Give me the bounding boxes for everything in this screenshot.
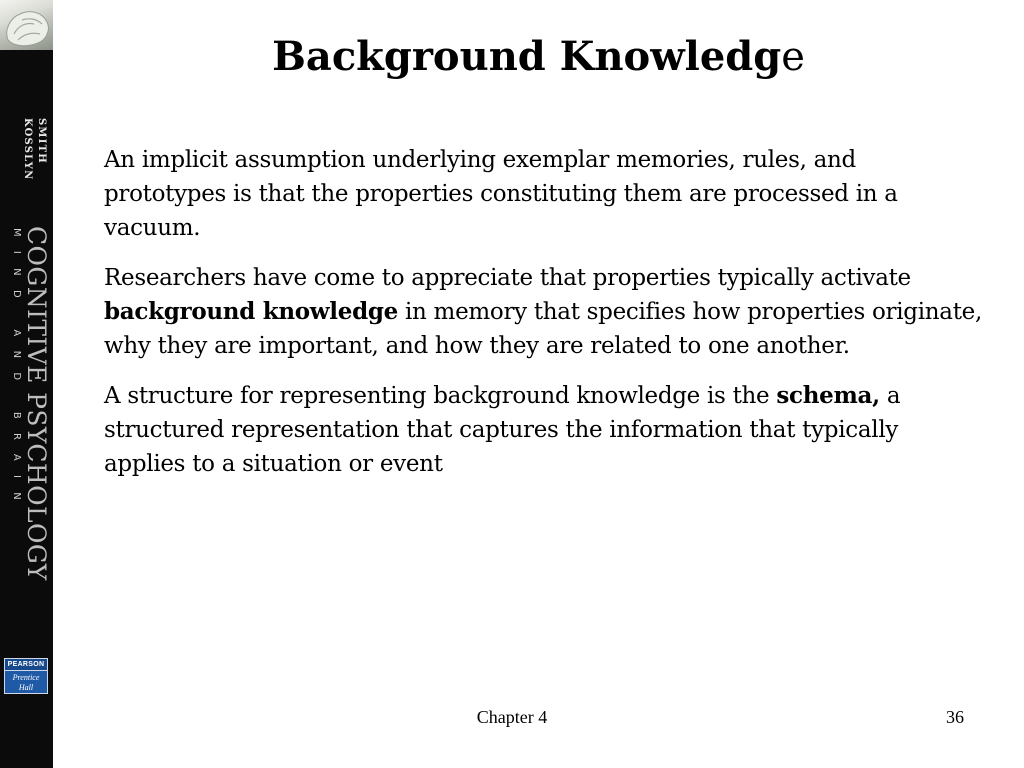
- book-title: COGNITIVE PSYCHOLOGY: [22, 226, 51, 581]
- cover-art-thumbnail: [0, 0, 53, 50]
- spine-authors: [2, 118, 48, 204]
- publisher-logo: [4, 658, 48, 694]
- slide-title-main: Background Knowledg: [272, 33, 782, 80]
- book-subtitle: MIND AND BRAIN: [11, 228, 22, 515]
- body-paragraph: [104, 379, 984, 481]
- paragraph-text: in memory that specifies how properties originate, why they are important, and how they are related to one another.: [104, 299, 982, 359]
- slide-title-tail: e: [781, 34, 805, 80]
- body-paragraph: [104, 143, 984, 245]
- author-name: SMITH: [36, 118, 47, 164]
- paragraph-text: A structure for representing background knowledge is the: [104, 383, 777, 409]
- slide-title: [53, 31, 1024, 83]
- paragraph-text: a structured representation that captures the information that typically applies to a situation or event: [104, 383, 901, 477]
- book-spine: [0, 0, 53, 768]
- publisher-imprint: Prentice Hall: [12, 673, 40, 692]
- brain-sculpture-icon: [0, 0, 53, 50]
- key-term: schema,: [776, 382, 880, 409]
- paragraph-text: Researchers have come to appreciate that properties typically activate: [104, 265, 911, 291]
- publisher-name: PEARSON: [5, 659, 47, 671]
- paragraph-text: An implicit assumption underlying exemplar memories, rules, and prototypes is that the properties constituting them are processed in a vacuum.: [104, 147, 898, 241]
- key-term: background knowledge: [104, 298, 398, 325]
- author-name: KOSSLYN: [22, 118, 33, 181]
- spine-book-title: [0, 226, 53, 608]
- slide-body: [104, 143, 984, 497]
- slide-number: 36: [946, 707, 964, 727]
- body-paragraph: [104, 261, 984, 363]
- footer-chapter: Chapter 4: [476, 707, 548, 727]
